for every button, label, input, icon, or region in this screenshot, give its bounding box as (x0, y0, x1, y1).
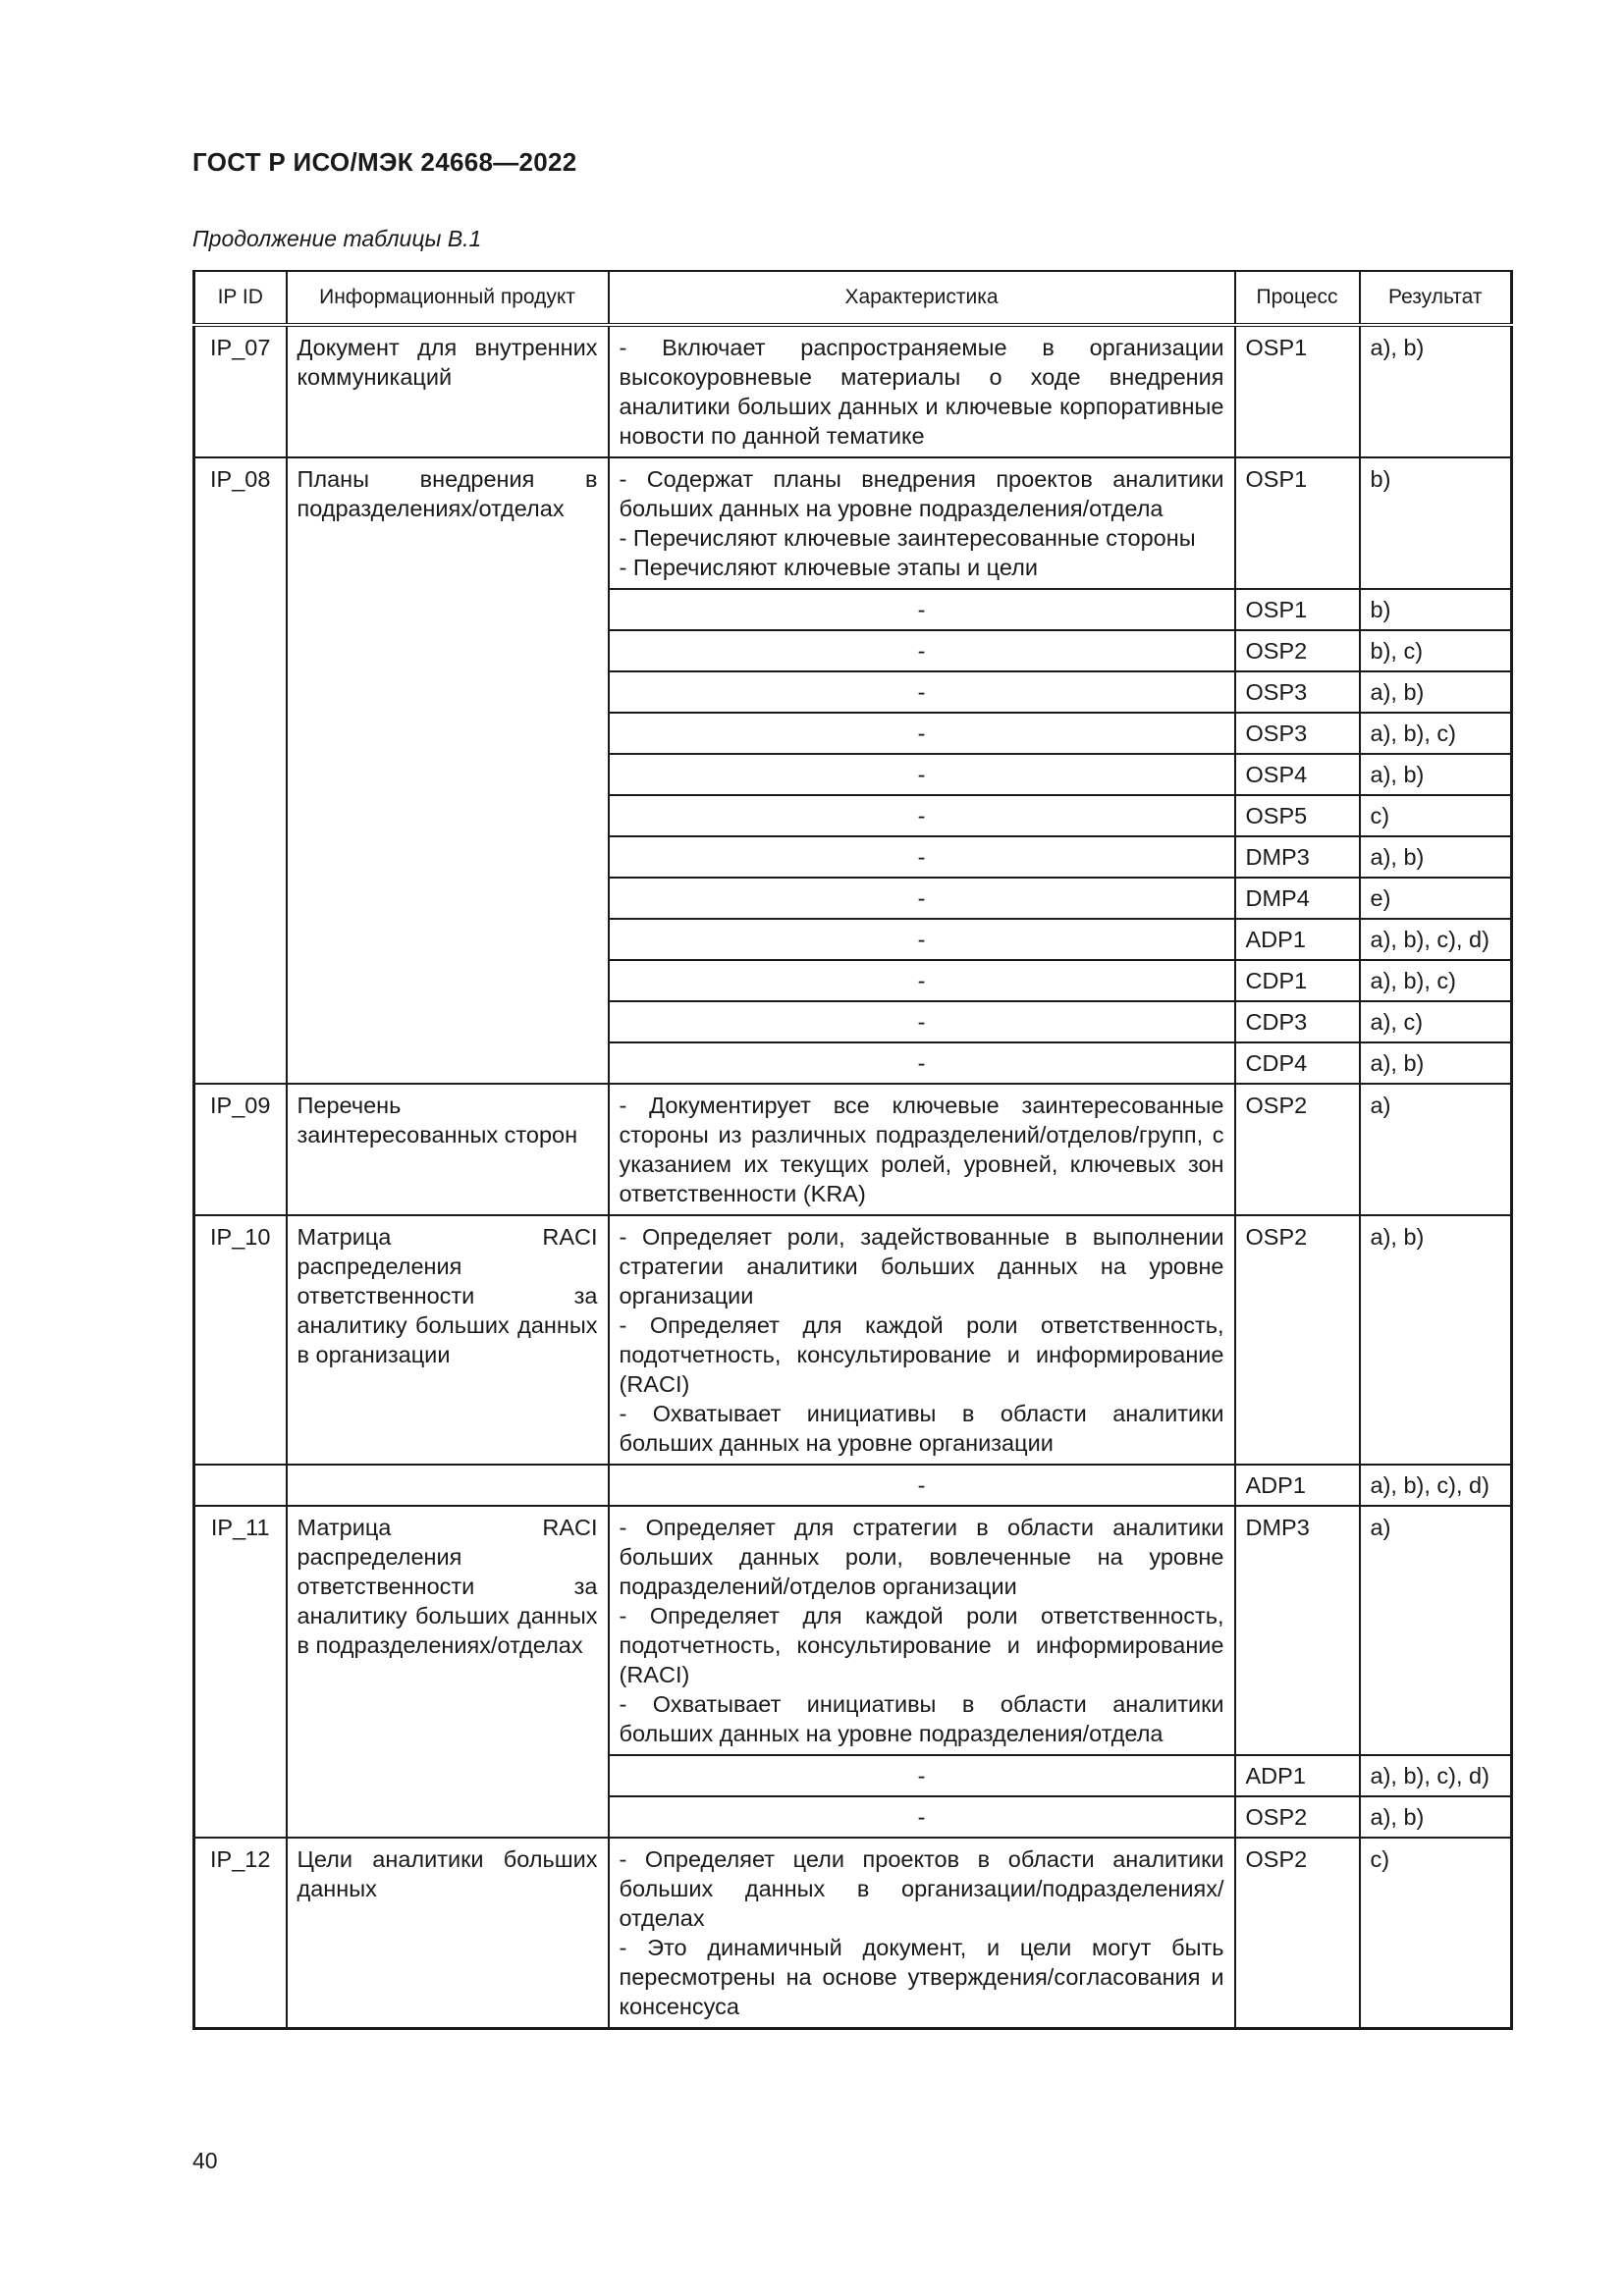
table-row (194, 1465, 1512, 1506)
result-cell: c) (1360, 1838, 1512, 2029)
product-cell: Цели аналитики больших данных (287, 1838, 609, 2029)
characteristic-cell (609, 325, 1235, 457)
process-cell: OSP2 (1235, 1838, 1360, 2029)
ip-id-cell (194, 1465, 287, 1506)
result-cell: a), c) (1360, 1001, 1512, 1042)
process-cell: OSP2 (1235, 1796, 1360, 1838)
characteristic-line: - (917, 721, 926, 746)
process-cell: CDP1 (1235, 960, 1360, 1001)
characteristic-cell (609, 1215, 1235, 1465)
result-cell: a), b), c) (1360, 960, 1512, 1001)
characteristic-cell (609, 1465, 1235, 1506)
table-row (194, 1506, 1512, 1755)
process-cell: OSP3 (1235, 713, 1360, 754)
ip-id-cell: IP_12 (194, 1838, 287, 2029)
result-cell: b) (1360, 589, 1512, 630)
result-cell: c) (1360, 795, 1512, 836)
characteristic-line: - Включает распространяемые в организации высокоуровневые материалы о ходе внедрения аналитики больших данных и ключевые корпоративные новости по данной тематике (619, 335, 1224, 449)
characteristic-line: - Это динамичный документ, и цели могут быть пересмотрены на основе утверждения/согласования и консенсуса (619, 1935, 1224, 2019)
ip-id-cell: IP_09 (194, 1084, 287, 1215)
characteristic-line: - (917, 597, 926, 622)
process-cell: OSP5 (1235, 795, 1360, 836)
result-cell: a), b) (1360, 1042, 1512, 1084)
column-header-product: Информационный продукт (287, 271, 609, 325)
result-cell: b), c) (1360, 630, 1512, 671)
characteristic-line: - Документирует все ключевые заинтересованные стороны из различных подразделений/отделов/групп, с указанием их текущих ролей, уровней, ключевых зон ответственности (KRA) (619, 1093, 1224, 1206)
characteristic-line: - (917, 844, 926, 870)
product-cell: Матрица RACI распределения ответственности за аналитику больших данных в подразделениях/отделах (287, 1506, 609, 1838)
characteristic-line: - (917, 1009, 926, 1035)
process-cell: OSP1 (1235, 325, 1360, 457)
product-cell: Перечень заинтересованных сторон (287, 1084, 609, 1215)
characteristic-line: - (917, 762, 926, 787)
product-cell: Документ для внутренних коммуникаций (287, 325, 609, 457)
result-cell: b) (1360, 457, 1512, 589)
characteristic-line: - (917, 885, 926, 911)
characteristic-line: - Определяет для каждой роли ответственность, подотчетность, консультирование и информирование (RACI) (619, 1603, 1224, 1687)
characteristic-cell (609, 1042, 1235, 1084)
characteristic-line: - Перечисляют ключевые заинтересованные стороны (619, 525, 1196, 551)
characteristic-cell (609, 589, 1235, 630)
characteristic-cell (609, 1506, 1235, 1755)
result-cell: a), b) (1360, 325, 1512, 457)
characteristic-cell (609, 1755, 1235, 1796)
product-cell: Планы внедрения в подразделениях/отделах (287, 457, 609, 1084)
characteristic-line: - (917, 968, 926, 993)
characteristic-line: - Охватывает инициативы в области аналитики больших данных на уровне организации (619, 1401, 1224, 1456)
standard-header: ГОСТ Р ИСО/МЭК 24668—2022 (192, 147, 577, 177)
process-cell: DMP4 (1235, 878, 1360, 919)
characteristic-line: - Определяет для каждой роли ответственность, подотчетность, консультирование и информирование (RACI) (619, 1312, 1224, 1397)
table-row (194, 457, 1512, 589)
characteristic-cell (609, 754, 1235, 795)
characteristic-line: - Определяет для стратегии в области аналитики больших данных роли, вовлеченные на уровне подразделений/отделов организации (619, 1515, 1224, 1599)
table-row (194, 1838, 1512, 2029)
process-cell: OSP2 (1235, 630, 1360, 671)
characteristic-cell (609, 836, 1235, 878)
characteristic-line: - (917, 1804, 926, 1830)
column-header-ip-id: IP ID (194, 271, 287, 325)
result-cell: a), b), c), d) (1360, 1755, 1512, 1796)
table-row (194, 1084, 1512, 1215)
process-cell: OSP3 (1235, 671, 1360, 713)
process-cell: OSP4 (1235, 754, 1360, 795)
result-cell: a) (1360, 1084, 1512, 1215)
characteristic-cell (609, 795, 1235, 836)
process-cell: OSP1 (1235, 457, 1360, 589)
table-row (194, 325, 1512, 457)
process-cell: ADP1 (1235, 1465, 1360, 1506)
characteristic-cell (609, 630, 1235, 671)
result-cell: e) (1360, 878, 1512, 919)
characteristic-line: - Определяет роли, задействованные в выполнении стратегии аналитики больших данных на уровне организации (619, 1224, 1224, 1308)
result-cell: a), b), c), d) (1360, 1465, 1512, 1506)
characteristic-cell (609, 1838, 1235, 2029)
process-cell: DMP3 (1235, 1506, 1360, 1755)
process-cell: OSP1 (1235, 589, 1360, 630)
characteristic-line: - (917, 803, 926, 828)
characteristic-cell (609, 1084, 1235, 1215)
result-cell: a), b) (1360, 671, 1512, 713)
ip-id-cell: IP_07 (194, 325, 287, 457)
main-table (192, 270, 1513, 2030)
characteristic-cell (609, 919, 1235, 960)
header-row (194, 271, 1512, 325)
process-cell: DMP3 (1235, 836, 1360, 878)
ip-id-cell: IP_08 (194, 457, 287, 1084)
result-cell: a) (1360, 1506, 1512, 1755)
characteristic-line: - Перечисляют ключевые этапы и цели (619, 555, 1038, 580)
characteristic-cell (609, 878, 1235, 919)
table-body (194, 325, 1512, 2029)
characteristic-line: - Содержат планы внедрения проектов аналитики больших данных на уровне подразделения/отдела (619, 466, 1224, 521)
process-cell: OSP2 (1235, 1084, 1360, 1215)
characteristic-line: - (917, 1050, 926, 1076)
result-cell: a), b) (1360, 1215, 1512, 1465)
characteristic-line: - Охватывает инициативы в области аналитики больших данных на уровне подразделения/отдела (619, 1691, 1224, 1746)
characteristic-cell (609, 671, 1235, 713)
characteristic-line: - (917, 679, 926, 705)
product-cell (287, 1465, 609, 1506)
result-cell: a), b) (1360, 836, 1512, 878)
characteristic-cell (609, 960, 1235, 1001)
result-cell: a), b) (1360, 1796, 1512, 1838)
ip-id-cell: IP_11 (194, 1506, 287, 1838)
characteristic-cell (609, 457, 1235, 589)
process-cell: CDP4 (1235, 1042, 1360, 1084)
product-cell: Матрица RACI распределения ответственности за аналитику больших данных в организации (287, 1215, 609, 1465)
table-row (194, 1215, 1512, 1465)
characteristic-cell (609, 713, 1235, 754)
result-cell: a), b) (1360, 754, 1512, 795)
process-cell: ADP1 (1235, 919, 1360, 960)
process-cell: ADP1 (1235, 1755, 1360, 1796)
characteristic-line: - (917, 927, 926, 952)
column-header-result: Результат (1360, 271, 1512, 325)
characteristic-line: - (917, 1763, 926, 1789)
ip-id-cell: IP_10 (194, 1215, 287, 1465)
characteristic-line: - Определяет цели проектов в области аналитики больших данных в организации/подразделениях/отделах (619, 1846, 1224, 1931)
characteristic-cell (609, 1001, 1235, 1042)
table-caption: Продолжение таблицы В.1 (192, 226, 482, 251)
process-cell: CDP3 (1235, 1001, 1360, 1042)
column-header-characteristic: Характеристика (609, 271, 1235, 325)
process-cell: OSP2 (1235, 1215, 1360, 1465)
characteristic-cell (609, 1796, 1235, 1838)
result-cell: a), b), c) (1360, 713, 1512, 754)
result-cell: a), b), c), d) (1360, 919, 1512, 960)
column-header-process: Процесс (1235, 271, 1360, 325)
characteristic-line: - (917, 638, 926, 664)
characteristic-line: - (917, 1472, 926, 1498)
page-number: 40 (192, 2148, 218, 2173)
